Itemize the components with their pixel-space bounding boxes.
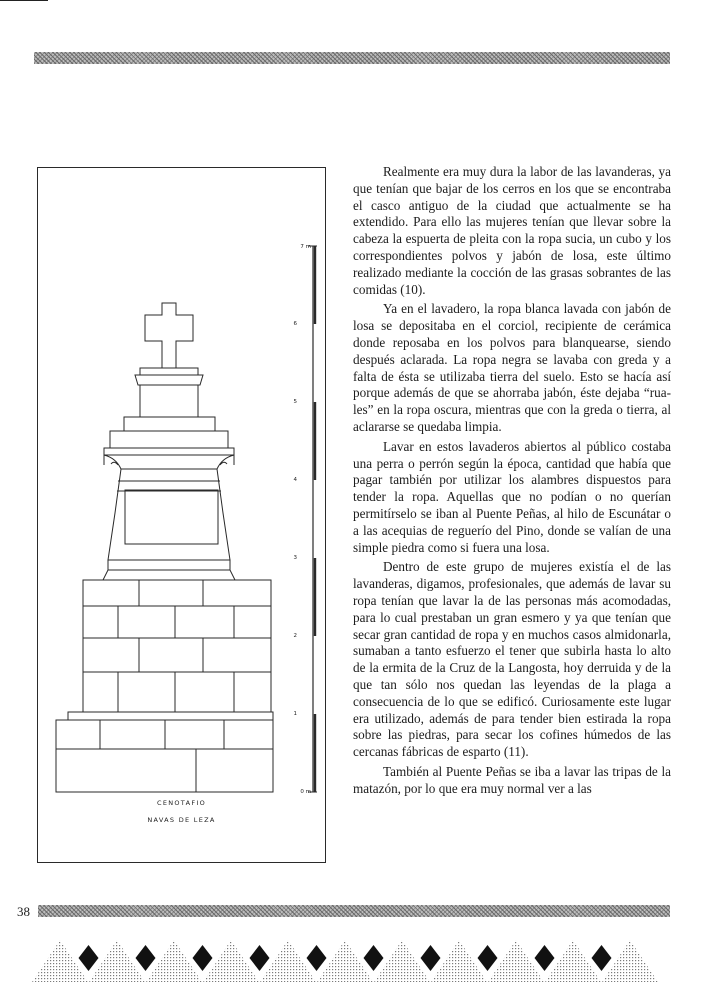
ornament-diamond xyxy=(364,945,384,971)
cenotaph-drawing xyxy=(38,168,327,864)
ornament-triangle xyxy=(203,940,259,982)
scale-tick-7: 7 m xyxy=(300,244,311,250)
ornament-triangle xyxy=(374,940,430,982)
ornament-triangle xyxy=(260,940,316,982)
paragraph-4: Dentro de este grupo de mujeres existía el de las lavanderas, digamos, profesionales, que además de lavar su ropa tenían que lavar la de las personas más acomodadas, para lo cual prestaban un gran esmero y ya que tenían que secar gran cantidad de ropa y en muchos casos almidonarla, sumaban a tanto esfuerzo el tener que subirla hasta lo alto de la ermita de la Cruz de la Langosta, hoy derruida y de la que tan sólo nos quedan las leyendas de la plaga a consecuencia de lo que se edificó. Curiosamente este lugar era utilizado, además de para tender bien estirada la ropa sobre las piedras, para secar los cofines húmedos de las cercanas fábricas de esparto (11). xyxy=(353,559,671,760)
cross-pedestal-moulding xyxy=(135,375,203,385)
upper-step-1 xyxy=(124,417,215,431)
paragraph-1: Realmente era muy dura la labor de las lavanderas, ya que tenían que bajar de los cerros en los que se encontraba el casco antiguo de la ciudad que actualmente se ha extendido. Para ello las mujeres tenían que llevar sobre la cabeza la espuerta de pleita con la ropa sucia, un cubo y los correspondientes polvos y jabón de losa, este último realizado mediante la cocción de las grasas sobrantes de las comidas (10). xyxy=(353,164,671,297)
tapered-shaft xyxy=(108,469,230,560)
ornament-triangle xyxy=(89,940,145,982)
scale-tick-5: 5 xyxy=(293,399,297,405)
scale-tick-3: 3 xyxy=(293,555,297,561)
ornament-triangle xyxy=(488,940,544,982)
cornice-left-volute xyxy=(104,455,121,469)
scale-tick-2: 2 xyxy=(293,633,297,639)
cornice-slab xyxy=(104,448,234,455)
base-moulding-1 xyxy=(108,560,230,570)
cross-pedestal-cap xyxy=(140,368,198,375)
paragraph-2: Ya en el lavadero, la ropa blanca lavada con jabón de losa se depositaba en el corciol, recipiente de cerámica donde reposaba en los polvos para blanquearse, siendo después aclarada. La ropa negra se lavaba con greda y a falta de ésta se utilizaba tierra del suelo. Esto se hacía así porque además de que se ahorraba jabón, éste dejaba “rua-les” en la ropa oscura, mientras que con la greda o tierra, al aclararse se quedaba limpia. xyxy=(353,301,671,434)
ornament-diamond xyxy=(79,945,99,971)
upper-step-2 xyxy=(110,431,228,448)
ornament-diamond xyxy=(307,945,327,971)
scale-tick-1: 1 xyxy=(293,711,297,717)
top-corner-rule xyxy=(0,0,48,1)
ornament-triangle xyxy=(545,940,601,982)
page-number: 38 xyxy=(17,904,30,919)
paragraph-3: Lavar en estos lavaderos abiertos al público costaba una perra o perrón según la época, cantidad que había que pagar también por utilizar los alambres dispuestos para tender la ropa. Aquellas que no podían o no querían permitírselo se iban al Puente Peñas, al hilo de Escunátar o a las acequias de reguerío del Pino, donde se valían de una simple piedra como si fuera una losa. xyxy=(353,438,671,555)
masonry-joints xyxy=(83,580,271,712)
lower-masonry-block xyxy=(83,580,271,712)
ornament-diamond xyxy=(478,945,498,971)
ornament-diamond xyxy=(592,945,612,971)
figure-caption-title: CENOTAFIO xyxy=(156,799,206,807)
body-text-column xyxy=(353,164,671,800)
cenotaph-figure xyxy=(37,167,326,863)
footer-hatched-band xyxy=(38,905,670,917)
figure-caption-place: NAVAS DE LEZA xyxy=(147,816,216,824)
ornament-diamond xyxy=(193,945,213,971)
ornament-triangle xyxy=(146,940,202,982)
scale-bar xyxy=(308,246,317,792)
inscription-panel xyxy=(125,490,218,544)
scale-tick-6: 6 xyxy=(293,321,297,327)
ornament-triangle xyxy=(602,940,658,982)
plinth-top xyxy=(68,712,273,720)
cross-shape xyxy=(145,303,193,368)
scale-tick-labels xyxy=(294,244,312,795)
header-hatched-band xyxy=(34,52,670,64)
ornament-diamond xyxy=(421,945,441,971)
scale-tick-4: 4 xyxy=(293,477,297,483)
ornament-diamond xyxy=(136,945,156,971)
ornament-triangle xyxy=(431,940,487,982)
ornament-triangle xyxy=(317,940,373,982)
base-moulding-2 xyxy=(103,570,235,580)
paragraph-5: También al Puente Peñas se iba a lavar las tripas de la matazón, por lo que era muy normal ver a las xyxy=(353,763,671,796)
ornament-diamond xyxy=(250,945,270,971)
footer-diamond-ornament xyxy=(20,930,690,986)
ornament-triangle xyxy=(32,940,88,982)
cross-pedestal-block xyxy=(140,385,198,417)
cornice-right-volute xyxy=(217,455,234,469)
scale-tick-0: 0 m xyxy=(300,789,311,795)
ornament-diamond xyxy=(535,945,555,971)
